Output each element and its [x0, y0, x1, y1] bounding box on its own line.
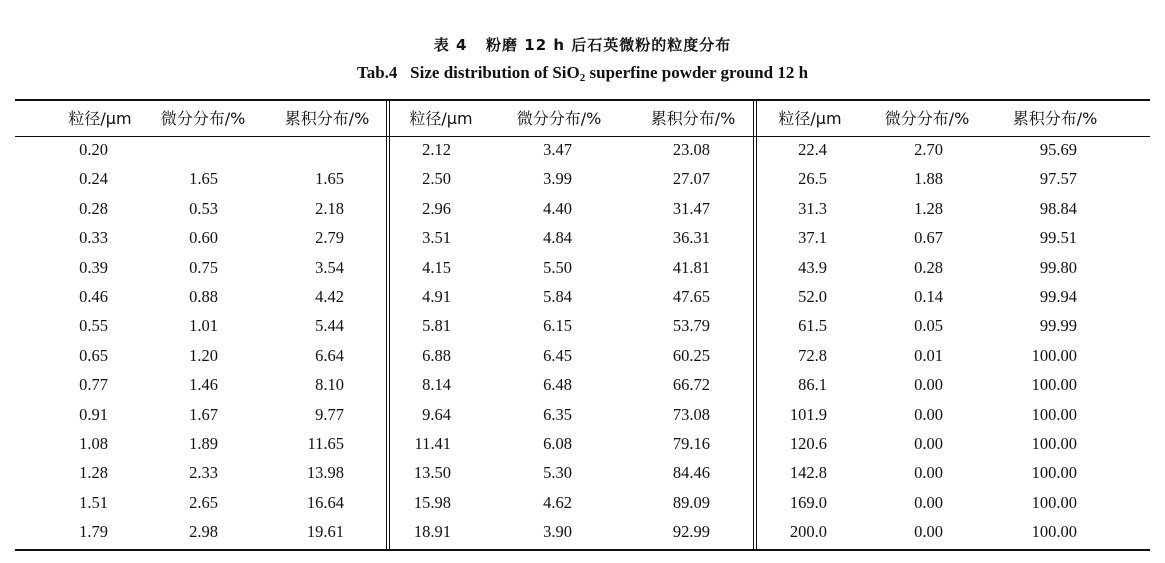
table-cell: 0.33 — [79, 228, 108, 248]
table-cell: 101.9 — [789, 404, 827, 424]
table-cell: 31.3 — [798, 198, 827, 218]
table-cell: 0.91 — [79, 404, 108, 424]
table-cell: 0.00 — [914, 463, 943, 483]
table-cell: 36.31 — [672, 228, 710, 248]
table-cell: 99.51 — [1039, 228, 1077, 248]
table-cell: 41.81 — [672, 257, 710, 277]
column-header: 微分分布/% — [884, 109, 970, 128]
table-cell: 0.20 — [79, 140, 108, 159]
table-cell: 0.60 — [189, 228, 218, 248]
table-cell: 72.8 — [798, 345, 827, 365]
table-cell: 0.14 — [914, 287, 943, 306]
table-cell: 100.00 — [1031, 404, 1077, 424]
column-header: 粒径/μm — [68, 109, 132, 128]
table-cell: 0.01 — [914, 345, 943, 365]
column-header: 粒径/μm — [409, 109, 473, 128]
table-cell: 0.00 — [914, 492, 943, 512]
table-cell: 2.96 — [422, 198, 451, 218]
table-cell: 95.69 — [1039, 140, 1077, 159]
table-cell: 1.65 — [189, 169, 218, 189]
column-header: 累积分布/% — [650, 109, 736, 128]
table-cell: 6.15 — [543, 316, 572, 336]
table-cell: 1.51 — [79, 492, 108, 512]
table-cell: 0.39 — [79, 257, 108, 277]
table-cell: 1.65 — [315, 169, 344, 189]
table-cell: 5.44 — [315, 316, 344, 336]
caption-en-subscript: 2 — [579, 72, 586, 84]
table-cell: 37.1 — [798, 228, 827, 248]
column-group-separator — [386, 100, 388, 549]
table-cell: 100.00 — [1031, 522, 1077, 542]
table-cell: 0.28 — [914, 257, 943, 277]
table-cell: 0.67 — [914, 228, 943, 248]
table-cell: 4.40 — [543, 198, 572, 218]
table-cell: 31.47 — [672, 198, 710, 218]
table-cell: 0.00 — [914, 404, 943, 424]
table-cell: 2.79 — [315, 228, 344, 248]
table-cell: 169.0 — [789, 492, 827, 512]
table-cell: 3.99 — [543, 169, 572, 189]
column-header: 累积分布/% — [1012, 109, 1098, 128]
column-group-separator — [753, 100, 755, 549]
caption-en-prefix: Tab.4 Size distribution of SiO — [356, 63, 580, 82]
table-cell: 1.67 — [189, 404, 218, 424]
table-cell: 0.00 — [914, 375, 943, 395]
table-cell: 0.24 — [79, 169, 108, 189]
table-cell: 11.41 — [414, 434, 451, 453]
table-cell: 99.94 — [1039, 287, 1077, 306]
table-cell: 6.88 — [422, 345, 451, 365]
table-cell: 0.28 — [79, 198, 108, 218]
table-cell: 79.16 — [672, 434, 710, 453]
table-cell: 2.98 — [189, 522, 218, 542]
table-cell: 5.84 — [543, 287, 572, 306]
table-cell: 9.77 — [315, 404, 344, 424]
table-cell: 6.45 — [543, 345, 572, 365]
table-cell: 13.98 — [306, 463, 344, 483]
table-cell: 100.00 — [1031, 375, 1077, 395]
table-cell: 60.25 — [672, 345, 710, 365]
table-cell: 1.46 — [189, 375, 218, 395]
table-cell: 5.81 — [422, 316, 451, 336]
table-cell: 0.77 — [79, 375, 108, 395]
table-cell: 0.00 — [914, 522, 943, 542]
table-cell: 1.28 — [79, 463, 108, 483]
table-cell: 0.65 — [79, 345, 108, 365]
table-cell: 3.90 — [543, 522, 572, 542]
table-cell: 26.5 — [798, 169, 827, 189]
table-cell: 23.08 — [672, 140, 710, 159]
table-cell: 22.4 — [798, 140, 827, 159]
table-cell: 200.0 — [789, 522, 827, 542]
table-cell: 6.08 — [543, 434, 572, 453]
table-cell: 92.99 — [672, 522, 710, 542]
table-cell: 6.48 — [543, 375, 572, 395]
caption-en-suffix: superfine powder ground 12 h — [585, 63, 809, 82]
column-header: 微分分布/% — [160, 109, 246, 128]
table-cell: 1.28 — [914, 198, 943, 218]
column-header: 累积分布/% — [284, 109, 370, 128]
table-cell: 99.99 — [1039, 316, 1077, 336]
table-cell: 3.51 — [422, 228, 451, 248]
table-cell: 2.12 — [422, 140, 451, 159]
table-cell: 53.79 — [672, 316, 710, 336]
table-cell: 97.57 — [1039, 169, 1077, 189]
table-cell: 8.10 — [315, 375, 344, 395]
table-cell: 52.0 — [798, 287, 827, 306]
table-cell: 4.62 — [543, 492, 572, 512]
table-cell: 5.30 — [543, 463, 572, 483]
table-cell: 89.09 — [672, 492, 710, 512]
table-cell: 19.61 — [306, 522, 344, 542]
table-cell: 142.8 — [789, 463, 827, 483]
table-cell: 100.00 — [1031, 345, 1077, 365]
table-cell: 100.00 — [1031, 492, 1077, 512]
table-cell: 0.88 — [189, 287, 218, 306]
table-cell: 43.9 — [798, 257, 827, 277]
table-cell: 0.53 — [189, 198, 218, 218]
table-cell: 98.84 — [1039, 198, 1077, 218]
table-cell: 13.50 — [413, 463, 451, 483]
table-caption-chinese: 表 4 粉磨 12 h 后石英微粉的粒度分布 — [433, 36, 732, 54]
table-cell: 1.88 — [914, 169, 943, 189]
table-cell: 84.46 — [672, 463, 710, 483]
table-cell: 3.54 — [315, 257, 344, 277]
table-cell: 6.64 — [315, 345, 344, 365]
table-cell: 2.18 — [315, 198, 344, 218]
column-header: 粒径/μm — [778, 109, 842, 128]
table-cell: 9.64 — [422, 404, 451, 424]
table-cell: 0.75 — [189, 257, 218, 277]
table-cell: 8.14 — [422, 375, 451, 395]
table-cell: 99.80 — [1039, 257, 1077, 277]
table-cell: 4.91 — [422, 287, 451, 306]
table-top-rule — [15, 99, 1150, 101]
table-cell: 47.65 — [672, 287, 710, 306]
column-header: 微分分布/% — [516, 109, 602, 128]
table-cell: 2.65 — [189, 492, 218, 512]
table-cell: 0.00 — [914, 434, 943, 453]
table-cell: 1.89 — [189, 434, 218, 453]
table-cell: 27.07 — [672, 169, 710, 189]
table-cell: 1.08 — [79, 434, 108, 453]
table-cell: 1.79 — [79, 522, 108, 542]
table-cell: 1.20 — [189, 345, 218, 365]
table-cell: 1.01 — [189, 316, 218, 336]
table-cell: 18.91 — [413, 522, 451, 542]
table-cell: 66.72 — [672, 375, 710, 395]
table-cell: 86.1 — [798, 375, 827, 395]
table-cell: 73.08 — [672, 404, 710, 424]
table-cell: 4.15 — [422, 257, 451, 277]
table-cell: 0.46 — [79, 287, 108, 306]
table-cell: 3.47 — [543, 140, 572, 159]
table-cell: 0.55 — [79, 316, 108, 336]
table-cell: 120.6 — [789, 434, 827, 453]
table-cell: 2.70 — [914, 140, 943, 159]
table-cell: 5.50 — [543, 257, 572, 277]
table-cell: 0.05 — [914, 316, 943, 336]
table-bottom-rule — [15, 549, 1150, 551]
table-cell: 11.65 — [307, 434, 344, 453]
table-cell: 6.35 — [543, 404, 572, 424]
table-cell: 4.42 — [315, 287, 344, 306]
table-header-rule — [15, 136, 1150, 137]
table-cell: 2.50 — [422, 169, 451, 189]
table-cell: 16.64 — [306, 492, 344, 512]
table-caption-english — [0, 63, 1165, 84]
table-cell: 61.5 — [798, 316, 827, 336]
table-cell: 15.98 — [413, 492, 451, 512]
table-cell: 2.33 — [189, 463, 218, 483]
table-cell: 100.00 — [1031, 463, 1077, 483]
table-cell: 4.84 — [543, 228, 572, 248]
table-cell: 100.00 — [1031, 434, 1077, 453]
